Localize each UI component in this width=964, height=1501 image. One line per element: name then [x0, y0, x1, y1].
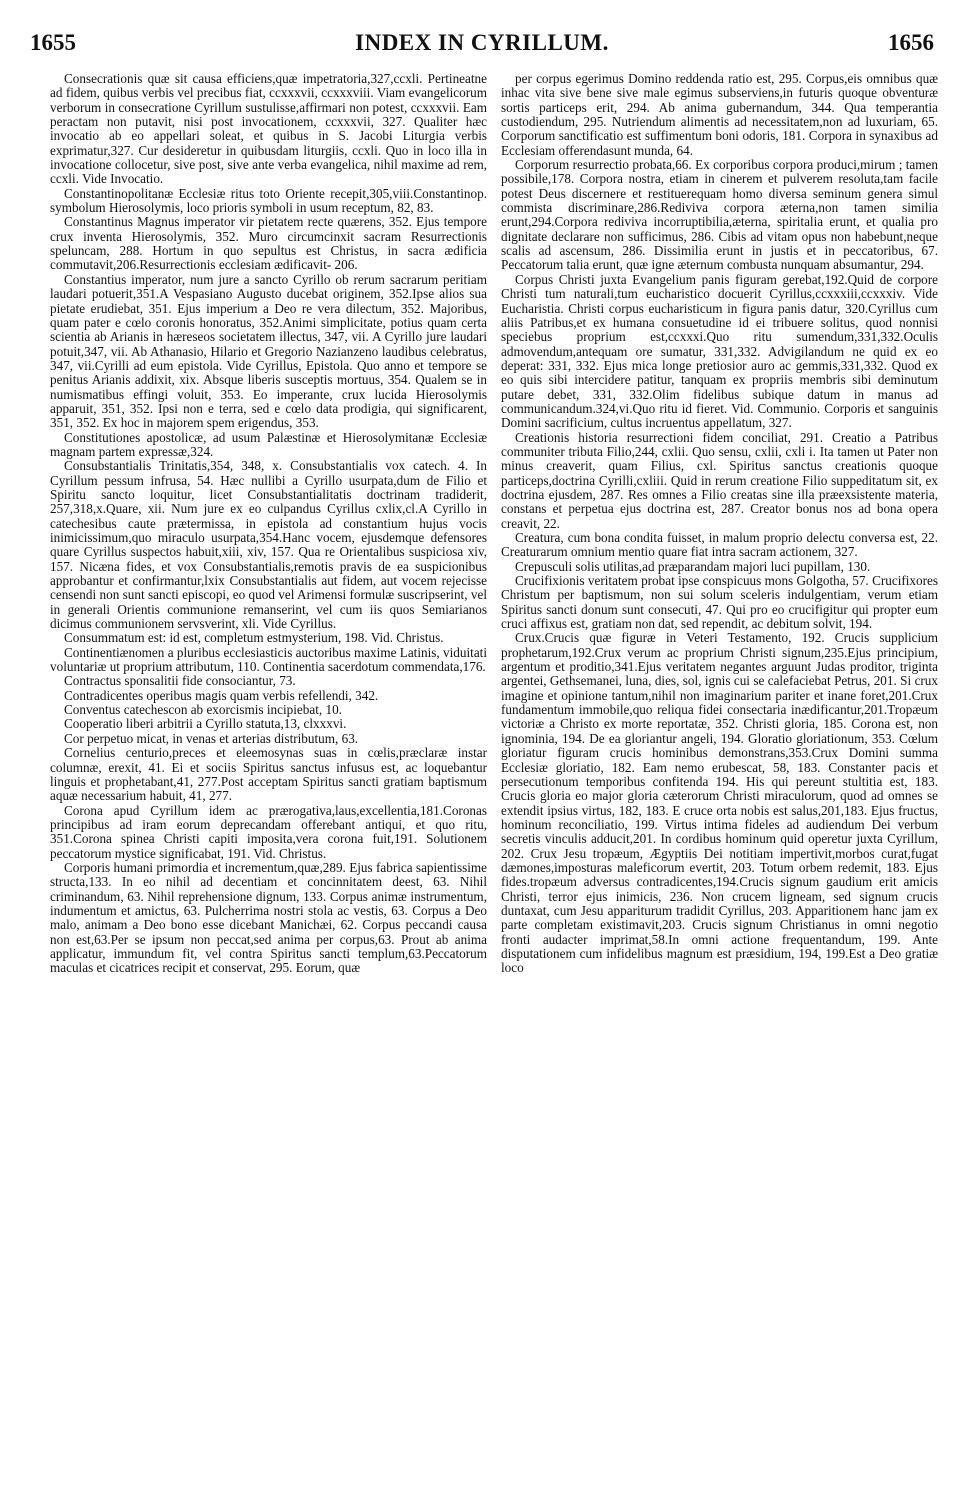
index-entry-crucifixionis: Crucifixionis veritatem probat ipse conspicuus mons Golgotha, 57. Crucifixores Christum per baptismum, non sui solum sceleris indulgentiam, verum etiam Spiritus sancti donum sunt consecuti, 47. Qui pro eo crucifigitur qui propter eum cruci affixus est, gratiam non dat, sed rependit, ac debitum solvit, 194.: [501, 573, 938, 632]
index-entry-constantinus: Constantinus Magnus imperator vir pietatem recte quærens, 352. Ejus tempore crux inventa Hierosolymis, 352. Muro circumcinxit sacram Resurrectionis speluncam, 288. Hortum in quo sepultus est Christus, in sacra ædificia commutavit,206.Resurrectionis ecclesiam ædificavit- 206.: [50, 214, 487, 273]
page-header: [30, 30, 934, 64]
index-entry-constantius: Constantius imperator, num jure a sancto Cyrillo ob rerum sacrarum peritiam laudari potuerit,351.A Vespasiano Augusto ducebat originem, 352.Ipse alios sua pietate erudiebat, 351. Ejus imperium a Deo re vera dilectum, 352. Majoribus, quam pater e cœlo coronis honoratus, 352.Animi simplicitate, potius quam certa scientia ab Arianis in hæreseos societatem illectus, 347, vii. A Cyrillo jure laudari potuit,347, vii. Ab Athanasio, Hilario et Gregorio Nazianzeno laudibus celebratus, 347, vii.Cyrilli ad eum epistola. Vide Cyrillus, Epistola. Quo anno et tempore se penitus Arianis addixit, xix. Absque liberis susceptis mortuus, 354. Qualem se in numismatibus effingi voluit, 353. Eo imperante, crux lucida Hierosolymis apparuit, 351, 352. Ipsi non e terra, sed e cœlo data prodigia, qui significarent, 351, 352. Ex hoc in majorem spem erigendus, 353.: [50, 271, 487, 431]
index-entry-consecrationis: Consecrationis quæ sit causa efficiens,quæ impetratoria,327,ccxli. Pertineatne ad fidem, quibus verbis vel precibus fiat, ccxxxvii, ccxxxviii. Viam evangelicorum verborum in consecratione Cyrillum sustulisse,affirmari non potest, ccxxxvii. Eam peractam non putavit, nisi post invocationem, ccxxxvii, 327. Qualiter hæc invocatio ab eo appellari soleat, et quibus in S. Jacobi Liturgia verbis exprimatur,327. Cur desideretur in quibusdam liturgiis, ccxli. Quo in loco illa in invocatione collocetur, sive post, sive ante verba evangelica, nihil maxime ad rem, ccxli. Vide Invocatio.: [50, 72, 487, 187]
index-entry-corpus-continued: per corpus egerimus Domino reddenda ratio est, 295. Corpus,eis omnibus quæ inhac vita sive bene sive male egimus subserviens,in futuris quoque obventuræ sortis particeps erit, 294. Ab anima gubernandum, 344. Qua temperantia custodiendum, 295. Nutriendum alimentis ad necessitatem,non ad luxuriam, 65. Corporum sanctificatio est suffimentum boni odoris, 181. Corpora in synaxibus ad Ecclesiam offerendasunt munda, 64.: [501, 72, 938, 158]
index-entry-creationis: Creationis historia resurrectioni fidem conciliat, 291. Creatio a Patribus communiter tributa Filio,244, cxlii. Quo sensu, cxlii, cxli i. Ita tamen ut Pater non minus creaverit, quam Filius, cxl. Spiritus sanctus creationis quoque particeps,doctrina Cyrilli,cxliii. Quid in rerum creatione Filio suppeditatum sit, ex doctrina ejusdem, 287. Res omnes a Filio creatas sine illa præexsistente materia, constans et perpetua ejus doctrina est, 287. Creator bonus nos ad bona opera creavit, 22.: [501, 429, 938, 531]
index-entry-continentia: Continentiænomen a pluribus ecclesiasticis auctoribus maxime Latinis, viduitati voluntariæ ut proprium attributum, 110. Continentia sacerdotum commendata,176.: [50, 644, 487, 675]
page-number-left: 1655: [30, 30, 76, 55]
index-entry-corona: Corona apud Cyrillum idem ac prærogativa,laus,excellentia,181.Coronas principibus ad iram eorum deprecandam offerebant antiqui, et quo ritu, 351.Corona spinea Christi capiti imposita,vera corona fuit,191. Solutionem peccatorum mystice significabat, 191. Vid. Christus.: [50, 802, 487, 861]
index-entry-cooperatio: Cooperatio liberi arbitrii a Cyrillo statuta,13, clxxxvi.: [64, 716, 347, 732]
index-entry-contractus: Contractus sponsalitii fide consociantur, 73.: [64, 673, 296, 689]
index-entry-conventus: Conventus catechescon ab exorcismis incipiebat, 10.: [64, 702, 342, 718]
page-title: INDEX IN CYRILLUM.: [355, 30, 609, 55]
index-entry-contradicentes: Contradicentes operibus magis quam verbis refellendi, 342.: [64, 687, 379, 703]
index-entry-corporis: Corporis humani primordia et incrementum,quæ,289. Ejus fabrica sapientissime structa,133. In eo nihil ad decentiam et concinnitatem deest, 63. Nihil criminandum, 63. Nihil reprehensione dignum, 133. Corpus animæ instrumentum, indumentum et amictus, 63. Pulcherrima nostri stola ac vestis, 63. Corpus a Deo malo, animam a Deo bono esse dicebant Manichæi, 62. Corpus peccandi causa non est,63.Per se ipsum non peccat,sed anima per corpus,63. Prout ab anima applicatur, immundum fit, vel contra Spiritus sancti templum,63.Peccatorum maculas et cicatrices recipit et conservat, 295. Eorum, quæ: [50, 859, 487, 976]
page-number-right: 1656: [888, 30, 934, 55]
index-entry-corporum-resurrectio: Corporum resurrectio probata,66. Ex corporibus corpora produci,mirum ; tamen possibile,178. Corpora nostra, etiam in cinerem et pulverem resoluta,tam facile potest Deus discernere et restituerequam homo diversa seminum genera simul commista discriminare,286.Rediviva corpora æterna,non tamen similia erunt,294.Corpora rediviva incorruptibilia,æterna, spiritalia erunt, et qualia pro dignitate declarare non sufficimus, 286. Cibis ad vitam opus non habebunt,neque scalis ad ascensum, 286. Dissimilia erunt in justis et in peccatoribus, 67. Peccatorum talia erunt, quæ igne æternum combusta nunquam absumantur, 294.: [501, 157, 938, 273]
index-entry-cornelius: Cornelius centurio,preces et eleemosynas suas in cœlis,præclaræ instar columnæ, erexit, 41. Ei et sociis Spiritus sanctus infusus est, ac loquebantur linguis et prophetabant,41, 277.Post acceptam Spiritus sancti gratiam baptismum aquæ necessarium habuit, 41, 277.: [50, 745, 487, 804]
index-entry-corpus-christi: Corpus Christi juxta Evangelium panis figuram gerebat,192.Quid de corpore Christi tum naturali,tum eucharistico docuerit Cyrillus,ccxxxiii,ccxxxiv. Vide Eucharistia. Christi corpus eucharisticum in figura panis datur, 320.Cyrillus cum aliis Patribus,et ex humana consuetudine id ei tribuere solitus, quod nonnisi speciebus proprium est,ccxxxi.Quo ritu sumendum,331,332.Oculis admovendum,antequam ore sumatur, 331,332. Advigilandum ne quid ex eo deperat: 331, 332. Ejus mica longe pretiosior auro ac gemmis,331,332. Quod ex eo quis sibi intercidere patitur, tanquam ex propriis membris sibi deminutum putare debet, 331, 332.Olim fidelibus subique datum in manus ad communicandum.324,vi.Quo ritu id fieret. Vid. Communio. Corporis et sanguinis Domini sacrificium, cultus incruentus appellatum, 327.: [501, 271, 938, 431]
index-entry-consummatum: Consummatum est: id est, completum estmysterium, 198. Vid. Christus.: [64, 630, 444, 646]
index-entry-creatura: Creatura, cum bona condita fuisset, in malum proprio delectu conversa est, 22. Creaturarum omnium mentio quare fiat intra sacram actionem, 327.: [501, 530, 938, 560]
index-entry-constitutiones: Constitutiones apostolicæ, ad usum Palæstinæ et Hierosolymitanæ Ecclesiæ magnam partem expressæ,324.: [50, 429, 487, 459]
index-entry-cor: Cor perpetuo micat, in venas et arterias distributum, 63.: [64, 730, 359, 746]
left-column: [50, 72, 487, 1501]
text-columns: [50, 72, 938, 1501]
index-entry-crux: Crux.Crucis quæ figuræ in Veteri Testamento, 192. Crucis supplicium prophetarum,192.Crux verum ac proprium Christi signum,235.Ejus principium, argentum et proditio,341.Ejus veritatem negantes arguunt Judas proditor, triginta argentei, Gethsemanei, luna, dies, sol, ignis cui se calefaciebat Petrus, 201. Si crux imagine et opinione tantum,nihil non imaginarium pariter et inane foret,201.Crux fundamentum immobile,quo reliqua fidei consectaria inædificantur,201.Tropæum victoriæ a Christo ex morte reportatæ, 352. Christi gloria, 185. Corona est, non ignominia, 194. De ea gloriantur angeli, 194. Gloratio gloriationum, 353. Cœlum gloriatur figuram crucis hominibus demonstrans,353.Crux Domini summa Ecclesiæ gloriatio, 182. Eam nemo erubescat, 58, 183. Constanter pacis et persecutionum temporibus confitenda 194. His qui pereunt stultitia est, 183. Crucis gloria eo major gloria cæterorum Christi miraculorum, quod ad omnes se extendit ipsius virtus, 182, 183. E cruce orta nobis est salus,201,183. Ejus fructus, hominum reconciliatio, 199. Virtus intima fideles ad audiendum Dei verbum secretis vinculis adducit,201. In cordibus hominum quid operetur juxta Cyrillum, 202. Crux Jesu tropæum, Ægyptiis Dei notitiam impertivit,morbos curat,fugat dæmones,imposturas maleficorum evertit, 203. Totum orbem redemit, 183. Ejus fides.tropæum adversus contradicentes,194.Crucis signum gaudium erit amicis Christi, terror ejus inimicis, 236. Non crucem ligneam, sed signum crucis duntaxat, cum Jesu appariturum tradidit Cyrillus, 203. Apparitionem hanc jam ex parte completam existimavit,203. Crucis signum Christianus in omni negotio fronti audacter imprimat,58.In omni actione frequentandum, 199. Ante disputationem cum infidelibus magnum est præsidium, 194, 199.Est a Deo gratiæ loco: [501, 630, 938, 976]
right-column: [501, 72, 938, 1501]
index-entry-crepusculi: Crepusculi solis utilitas,ad præparandam majori luci pupillam, 130.: [515, 558, 871, 574]
index-entry-consubstantialis: Consubstantialis Trinitatis,354, 348, x. Consubstantialis vox catech. 4. In Cyrillum pessum infrusa, 54. Hæc nullibi a Cyrillo usurpata,dum de Filio et Spiritu sancto loquitur, licet Consubstantialitatis doctrinam tradiderit, 257,318,x.Quare, xii. Num jure ex eo culpandus Cyrillus cxlix,cl.A Cyrillo in catechesibus caute prætermissa, in epistola ad constantium hujus vocis inimicissimum,quo miraculo usurpata,354.Hanc vocem, ejusdemque defensores quare Cyrillus suspectos habuit,xiii, xiv, 157. Qua re Orientalibus suspiciosa xiv, 157. Nicæna fides, et vox Consubstantialis,remotis pravis de ea suspicionibus approbantur et confirmantur,lxix Consubstantialis aut fidem, aut vocem rejecisse censendi non sunt sancti episcopi, eo quod vel Arimensi formulæ suscripserint, vel in generali Orientis communione remanserint, vel cum iis quos Semiarianos dicimus communionem servsverint, xli. Vide Cyrillus.: [50, 458, 487, 632]
index-entry-constantinopolitanae: Constantinopolitanæ Ecclesiæ ritus toto Oriente recepit,305,viii.Constantinop. symbolum Hierosolymis, loco prioris symboli in usum receptum, 82, 83.: [50, 185, 487, 216]
